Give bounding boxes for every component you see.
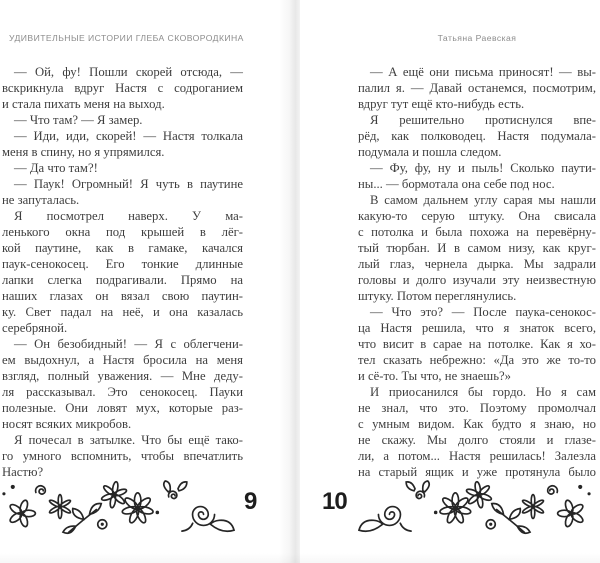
text-line: — А ещё они письма приносят! — вы- xyxy=(370,65,596,79)
running-header-right: Татьяна Раевская xyxy=(437,33,517,43)
text-line: — Он безобидный! — Я с облегчени- xyxy=(14,337,243,351)
text-line: что висит в сарае на потолке. Как я хо- xyxy=(358,337,596,351)
text-line: кой паутине, как в гамаке, качался xyxy=(2,241,243,255)
text-line: — Да что там?! xyxy=(14,161,98,175)
text-line: Я почесал в затылке. Что бы ещё тако- xyxy=(14,433,243,447)
floral-ornament-band-left xyxy=(0,480,236,539)
running-header-left: УДИВИТЕЛЬНЫЕ ИСТОРИИ ГЛЕБА СКОВОРОДКИНА xyxy=(9,33,244,43)
text-line: тел сказать небрежно: «Да это же то-то xyxy=(358,353,596,367)
text-line: — Фу, фу, ну и пыль! Сколько паути- xyxy=(370,161,596,175)
text-line: какую-то серую штуку. Она свисала xyxy=(358,209,596,223)
text-line: подумала и пошла следом. xyxy=(358,145,502,159)
text-line: — Ой, фу! Пошли скорей отсюда, — xyxy=(14,65,243,79)
text-line: наших глазах он вязал свою паутин- xyxy=(2,289,243,303)
page-right xyxy=(300,0,600,563)
text-line: В самом дальнем углу сарая мы нашли xyxy=(370,193,596,207)
text-line: ца Настя решила, что я знаток всего, xyxy=(358,321,596,335)
text-line: паук-сенокосец. Его тонкие длинные xyxy=(2,257,243,271)
text-line: ку. Свет падал на неё, и она казалась xyxy=(2,305,243,319)
text-line: вдруг тут ещё кто-нибудь есть. xyxy=(358,97,525,111)
text-line: носят всяких микробов. xyxy=(2,417,132,431)
text-line: не знал, что это. Поэтому промолчал xyxy=(358,401,596,415)
text-line: палил я. — Давай останемся, посмотрим, xyxy=(358,81,596,95)
text-line: серебряной. xyxy=(2,321,68,335)
text-line: головы и долго изучали эту неизвестную xyxy=(358,273,596,287)
text-line: — Что там? — Я замер. xyxy=(14,113,143,127)
text-line: не запуталась. xyxy=(2,193,80,207)
floral-ornament-band-right xyxy=(352,480,598,539)
text-line: полезные. Они ловят мух, которые раз- xyxy=(2,401,243,415)
text-line: ны... — бормотала она себе под нос. xyxy=(358,177,555,191)
page-number-left: 9 xyxy=(244,488,257,515)
text-line: — Паук! Огромный! Я чуть в паутине xyxy=(14,177,243,191)
text-line: штуку. Потом переглянулись. xyxy=(358,289,517,303)
page-left xyxy=(0,0,293,563)
text-line: и стала пихать меня на выход. xyxy=(2,97,165,111)
text-line: И приосанился бы гордо. Но я сам xyxy=(370,385,596,399)
page-text-left xyxy=(2,64,243,480)
text-line: ленького окна под крышей в лёг- xyxy=(2,225,243,239)
text-line: ем выдохнул, а Настя бросила на меня xyxy=(2,353,243,367)
text-line: лапки слегка подрагивали. Прямо на xyxy=(2,273,243,287)
text-line: вскрикнула вдруг Настя с содроганием xyxy=(2,81,243,95)
text-line: Я посмотрел наверх. У ма- xyxy=(14,209,243,223)
text-line: рёд, как полководец. Настя подумала- xyxy=(358,129,596,143)
text-line: взгляд, полный уважения. — Мне деду- xyxy=(2,369,243,383)
text-line: ля рассказывал. Это сенокосец. Пауки xyxy=(2,385,243,399)
text-line: ли, а потом... Настя решилась! Залезла xyxy=(358,449,596,463)
text-line: Я решительно протиснулся впе- xyxy=(370,113,596,127)
page-number-right: 10 xyxy=(322,488,347,515)
page-text-right xyxy=(358,64,596,480)
text-line: меня в спину, но я упрямился. xyxy=(2,145,165,159)
text-line: с потолка и была похожа на перевёрну- xyxy=(358,225,596,239)
text-line: — Что это? — После паука-сенокос- xyxy=(370,305,596,319)
text-line: не скажу. Мы долго стояли и глазе- xyxy=(358,433,596,447)
text-line: го умного вспомнить, чтобы впечатлить xyxy=(2,449,243,463)
text-line: Настю? xyxy=(2,465,44,479)
text-line: с умным видом. Как будто я знаю, но xyxy=(358,417,596,431)
text-line: лый глаз, чернела дырка. Мы задрали xyxy=(358,257,596,271)
text-line: — Иди, иди, скорей! — Настя толкала xyxy=(14,129,243,143)
text-line: на старый ящик и уже протянула было xyxy=(358,465,596,479)
text-line: тый тюрбан. И в самом низу, как круг- xyxy=(358,241,596,255)
text-line: и сё-то. Ты что, не знаешь?» xyxy=(358,369,511,383)
